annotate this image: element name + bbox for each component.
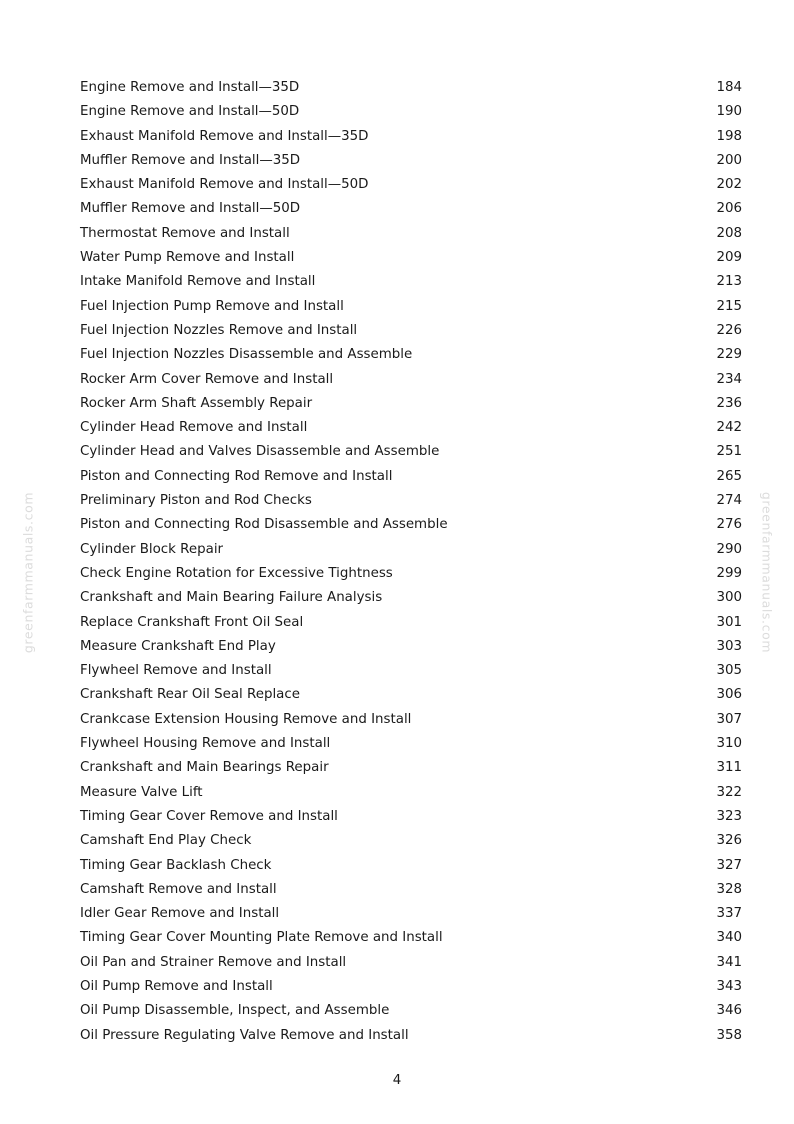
toc-entry[interactable] (80, 708, 742, 732)
toc-entry-page[interactable]: 358 (716, 1027, 742, 1043)
toc-entry-page[interactable]: 340 (716, 930, 742, 946)
toc-entry[interactable] (80, 465, 742, 489)
toc-entry-title[interactable]: Timing Gear Cover Remove and Install (80, 808, 338, 824)
toc-entry-title[interactable]: Thermostat Remove and Install (80, 225, 290, 241)
toc-entry-title[interactable]: Water Pump Remove and Install (80, 250, 295, 266)
toc-entry[interactable] (80, 416, 742, 440)
toc-entry-title[interactable]: Timing Gear Backlash Check (80, 857, 272, 873)
toc-entry-title[interactable]: Timing Gear Cover Mounting Plate Remove and Install (80, 930, 443, 946)
page-number: 4 (392, 1073, 402, 1088)
toc-entry-page[interactable]: 184 (716, 80, 742, 95)
toc-entry[interactable] (80, 683, 742, 707)
toc-entry[interactable] (80, 295, 742, 319)
toc-entry-page[interactable]: 206 (716, 201, 742, 217)
toc-entry-title[interactable]: Exhaust Manifold Remove and Install—50D (80, 177, 369, 193)
toc-entry[interactable] (80, 197, 742, 221)
toc-entry-title[interactable]: Oil Pump Remove and Install (80, 978, 273, 994)
toc-entry-title[interactable]: Preliminary Piston and Rod Checks (80, 493, 312, 509)
toc-entry-page[interactable]: 306 (716, 687, 742, 703)
toc-entry[interactable] (80, 951, 742, 975)
toc-entry-page[interactable]: 234 (716, 371, 742, 387)
toc-entry-page[interactable]: 310 (716, 736, 742, 752)
toc-entry-page[interactable]: 200 (716, 152, 742, 168)
toc-entry-page[interactable]: 198 (716, 128, 742, 144)
toc-entry-title[interactable]: Oil Pump Disassemble, Inspect, and Assemble (80, 1003, 390, 1019)
toc-entry[interactable] (80, 999, 742, 1023)
toc-entry[interactable] (80, 440, 742, 464)
toc-entry-title[interactable]: Crankcase Extension Housing Remove and Install (80, 711, 412, 727)
toc-entry-page[interactable]: 305 (716, 663, 742, 679)
toc-entry[interactable] (80, 975, 742, 999)
toc-entry[interactable] (80, 513, 742, 537)
toc-entry[interactable] (80, 586, 742, 610)
table-of-contents (80, 76, 742, 1048)
toc-entry-title[interactable]: Muffler Remove and Install—35D (80, 152, 301, 168)
toc-entry[interactable] (80, 659, 742, 683)
toc-entry-title[interactable]: Cylinder Head and Valves Disassemble and Assemble (80, 444, 440, 460)
toc-entry-title[interactable]: Muffler Remove and Install—50D (80, 201, 301, 217)
toc-entry-page[interactable]: 299 (716, 565, 742, 581)
toc-entry-title[interactable]: Exhaust Manifold Remove and Install—35D (80, 128, 369, 144)
toc-entry[interactable] (80, 319, 742, 343)
watermark-right: greenfarmmanuals.com (759, 491, 775, 654)
toc-entry[interactable] (80, 902, 742, 926)
toc-entry-title[interactable]: Camshaft Remove and Install (80, 881, 277, 897)
toc-entry-title[interactable]: Check Engine Rotation for Excessive Tightness (80, 565, 393, 581)
toc-entry[interactable] (80, 343, 742, 367)
toc-entry[interactable] (80, 926, 742, 950)
toc-entry[interactable] (80, 781, 742, 805)
toc-entry-page[interactable]: 215 (716, 298, 742, 314)
toc-entry-page[interactable]: 226 (716, 322, 742, 338)
toc-entry[interactable] (80, 270, 742, 294)
toc-entry[interactable] (80, 1024, 742, 1048)
toc-entry-page[interactable]: 337 (716, 906, 742, 922)
toc-entry-title[interactable]: Piston and Connecting Rod Disassemble and Assemble (80, 517, 448, 533)
toc-entry[interactable] (80, 173, 742, 197)
toc-entry[interactable] (80, 246, 742, 270)
toc-entry-page[interactable]: 341 (716, 954, 742, 970)
toc-entry-title[interactable]: Oil Pan and Strainer Remove and Install (80, 954, 347, 970)
toc-entry-title[interactable]: Measure Crankshaft End Play (80, 638, 276, 654)
toc-entry[interactable] (80, 756, 742, 780)
watermark-left: greenfarmmanuals.com (20, 491, 36, 654)
toc-entry-title[interactable]: Camshaft End Play Check (80, 833, 252, 849)
toc-entry-page[interactable]: 190 (716, 104, 742, 120)
toc-entry-title[interactable]: Replace Crankshaft Front Oil Seal (80, 614, 304, 630)
toc-entry-title[interactable]: Fuel Injection Nozzles Remove and Install (80, 322, 358, 338)
toc-entry[interactable] (80, 125, 742, 149)
toc-entry[interactable] (80, 829, 742, 853)
toc-entry-page[interactable]: 276 (716, 517, 742, 533)
toc-entry-title[interactable]: Fuel Injection Pump Remove and Install (80, 298, 344, 314)
toc-entry-page[interactable]: 242 (716, 420, 742, 436)
toc-entry[interactable] (80, 392, 742, 416)
toc-entry-title[interactable]: Flywheel Housing Remove and Install (80, 736, 331, 752)
toc-entry-page[interactable]: 322 (716, 784, 742, 800)
toc-entry-page[interactable]: 328 (716, 881, 742, 897)
toc-entry-page[interactable]: 323 (716, 808, 742, 824)
toc-entry-title[interactable]: Idler Gear Remove and Install (80, 906, 280, 922)
toc-entry-page[interactable]: 229 (716, 347, 742, 363)
toc-entry-page[interactable]: 202 (716, 177, 742, 193)
toc-entry[interactable] (80, 611, 742, 635)
toc-entry-title[interactable]: Piston and Connecting Rod Remove and Install (80, 468, 393, 484)
toc-entry[interactable] (80, 489, 742, 513)
toc-entry-title[interactable]: Crankshaft Rear Oil Seal Replace (80, 687, 300, 703)
toc-entry[interactable] (80, 732, 742, 756)
toc-entry-title[interactable]: Crankshaft and Main Bearing Failure Analysis (80, 590, 383, 606)
toc-entry-page[interactable]: 343 (716, 978, 742, 994)
toc-entry[interactable] (80, 805, 742, 829)
toc-entry[interactable] (80, 635, 742, 659)
toc-entry-page[interactable]: 213 (716, 274, 742, 290)
toc-entry-page[interactable]: 301 (716, 614, 742, 630)
toc-entry-page[interactable]: 265 (716, 468, 742, 484)
toc-entry-page[interactable]: 274 (716, 493, 742, 509)
toc-entry[interactable] (80, 149, 742, 173)
toc-entry-page[interactable]: 307 (716, 711, 742, 727)
toc-entry-title[interactable]: Crankshaft and Main Bearings Repair (80, 760, 329, 776)
toc-entry-title[interactable]: Flywheel Remove and Install (80, 663, 272, 679)
toc-entry[interactable] (80, 222, 742, 246)
toc-entry-page[interactable]: 251 (716, 444, 742, 460)
toc-entry[interactable] (80, 368, 742, 392)
toc-entry-title[interactable]: Engine Remove and Install—50D (80, 104, 300, 120)
toc-entry[interactable] (80, 854, 742, 878)
toc-entry-page[interactable]: 208 (716, 225, 742, 241)
toc-entry-title[interactable]: Fuel Injection Nozzles Disassemble and Assemble (80, 347, 413, 363)
toc-entry-page[interactable]: 300 (716, 590, 742, 606)
toc-entry-title[interactable]: Cylinder Head Remove and Install (80, 420, 308, 436)
toc-entry[interactable] (80, 76, 742, 100)
toc-entry-page[interactable]: 346 (716, 1003, 742, 1019)
toc-entry-page[interactable]: 236 (716, 395, 742, 411)
toc-entry-title[interactable]: Oil Pressure Regulating Valve Remove and Install (80, 1027, 409, 1043)
toc-entry-title[interactable]: Rocker Arm Cover Remove and Install (80, 371, 334, 387)
toc-entry-page[interactable]: 326 (716, 833, 742, 849)
toc-entry-page[interactable]: 303 (716, 638, 742, 654)
toc-entry-title[interactable]: Engine Remove and Install—35D (80, 80, 300, 95)
toc-entry-title[interactable]: Rocker Arm Shaft Assembly Repair (80, 395, 313, 411)
toc-entry-page[interactable]: 209 (716, 250, 742, 266)
toc-entry[interactable] (80, 100, 742, 124)
toc-entry[interactable] (80, 538, 742, 562)
toc-entry-page[interactable]: 327 (716, 857, 742, 873)
toc-entry[interactable] (80, 878, 742, 902)
toc-entry-title[interactable]: Measure Valve Lift (80, 784, 203, 800)
toc-entry-title[interactable]: Cylinder Block Repair (80, 541, 224, 557)
toc-entry[interactable] (80, 562, 742, 586)
toc-entry-page[interactable]: 290 (716, 541, 742, 557)
toc-entry-title[interactable]: Intake Manifold Remove and Install (80, 274, 316, 290)
toc-entry-page[interactable]: 311 (716, 760, 742, 776)
